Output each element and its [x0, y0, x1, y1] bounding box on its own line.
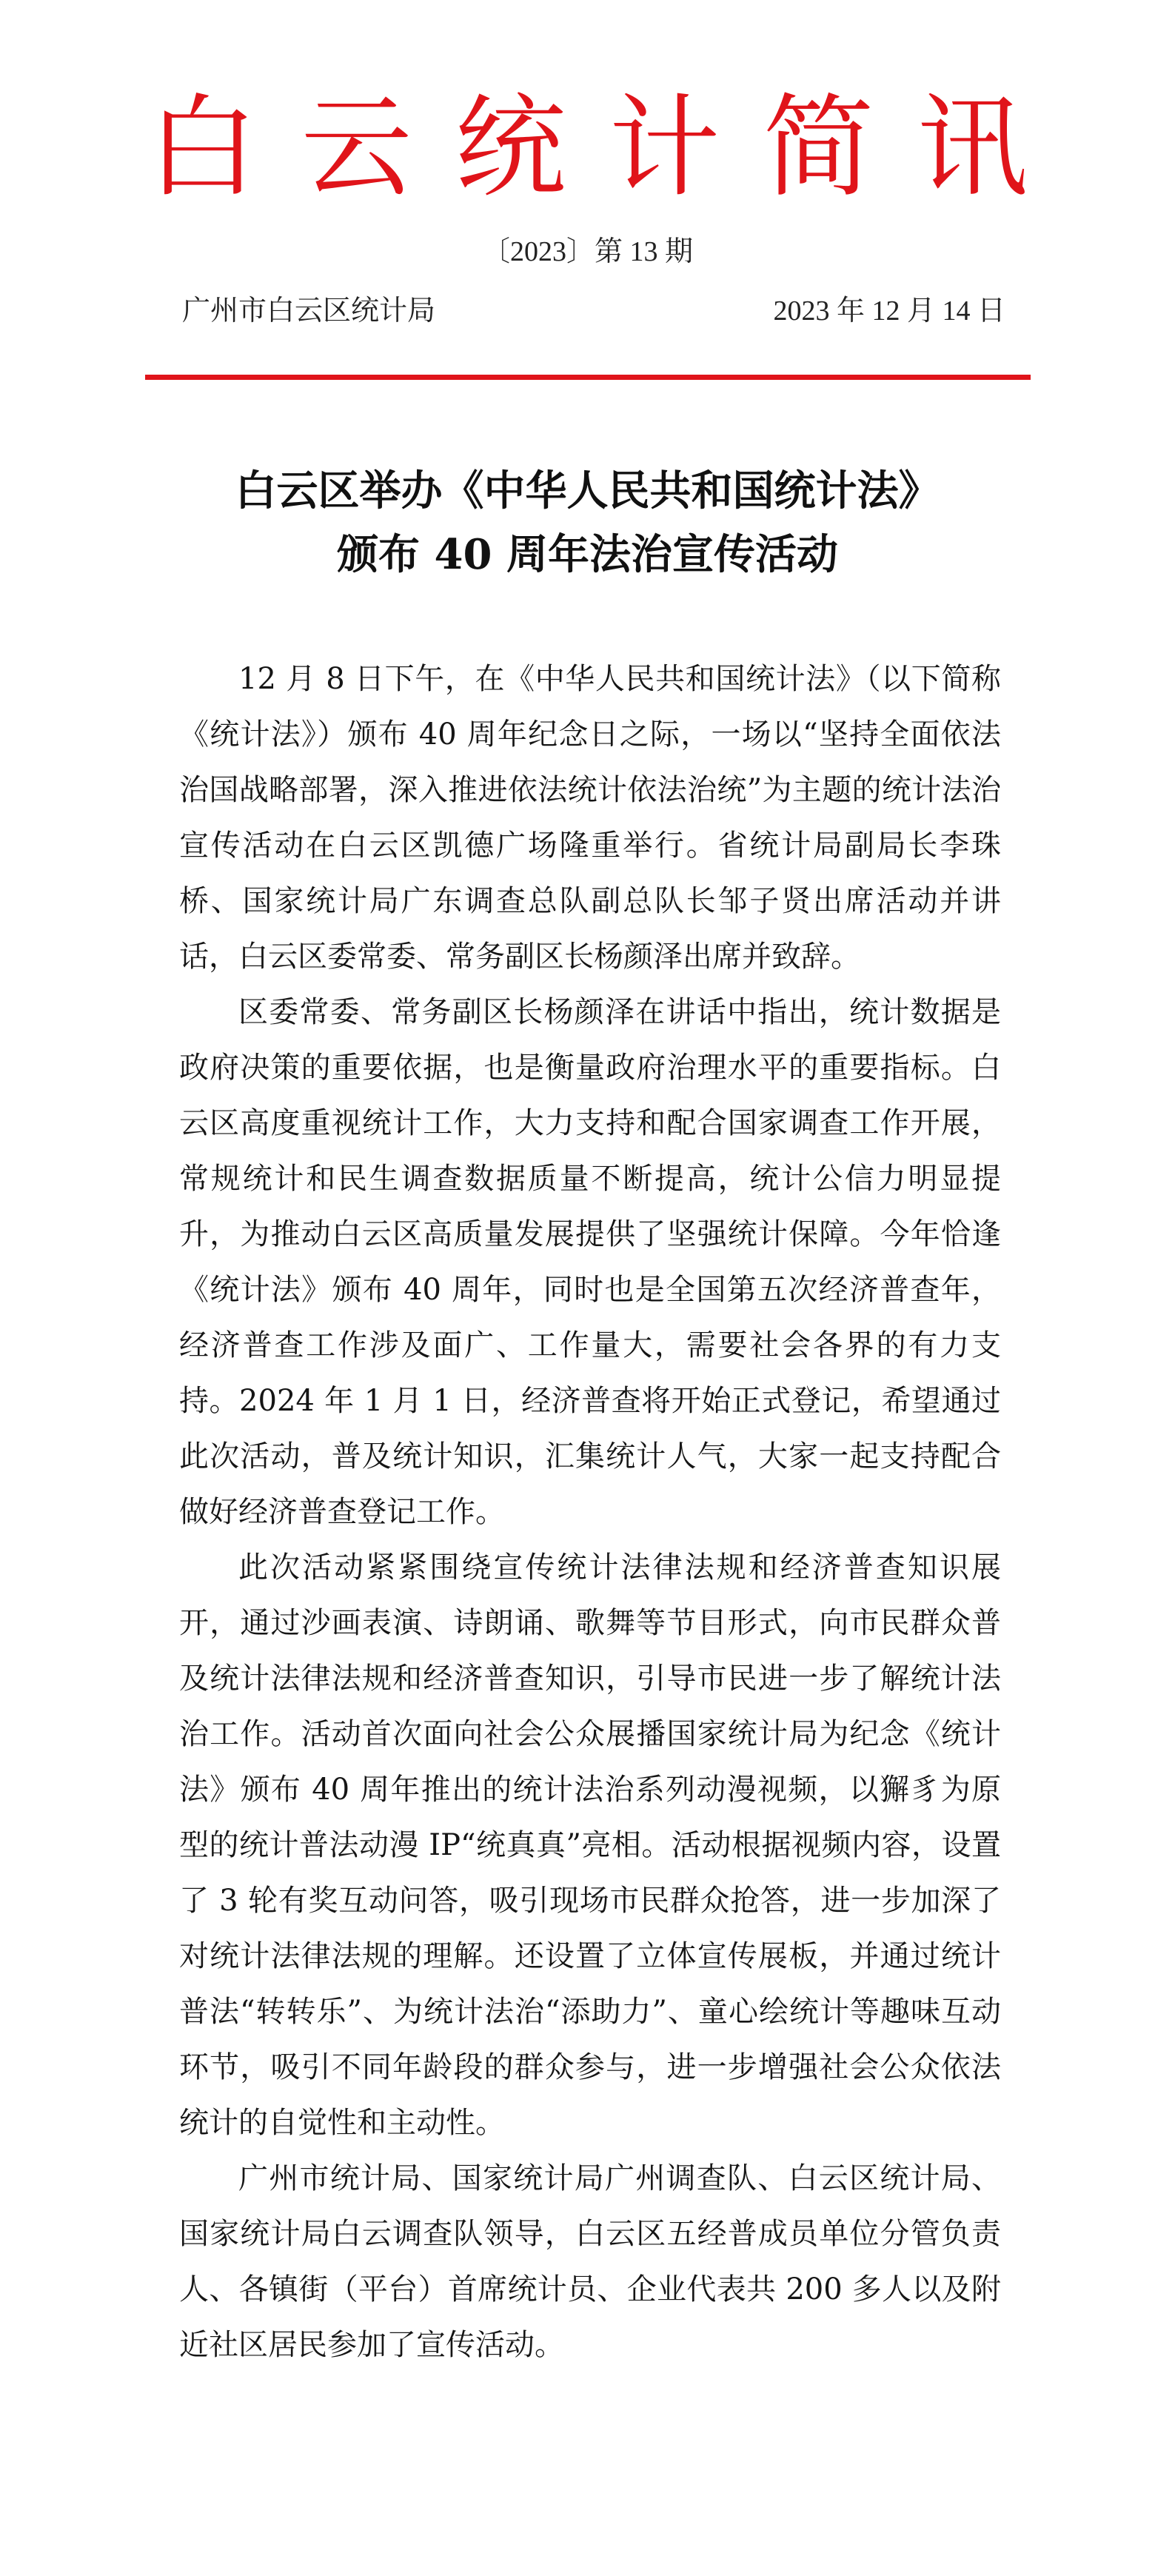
red-divider: [145, 375, 1031, 380]
paragraph-1: 12 月 8 日下午，在《中华人民共和国统计法》（以下简称《统计法》）颁布 40 周年纪念日之际，一场以“坚持全面依法治国战略部署，深入推进依法统计依法治统”为主题的统计法治宣传活动在白云区凯德广场隆重举行。省统计局副局长李珠桥、国家统计局广东调查总队副总队长邹子贤出席活动并讲话，白云区委常委、常务副区长杨颜泽出席并致辞。: [179, 662, 1001, 974]
article-body: [179, 652, 1001, 2373]
masthead-title: 白云统计简讯: [147, 84, 1071, 213]
article-title-line-1: 白云区举办《中华人民共和国统计法》: [235, 466, 940, 515]
issue-date: 2023 年 12 月 14 日: [773, 295, 1005, 327]
paragraph-3: 此次活动紧紧围绕宣传统计法律法规和经济普查知识展开，通过沙画表演、诗朗诵、歌舞等节目形式，向市民群众普及统计法律法规和经济普查知识，引导市民进一步了解统计法治工作。活动首次面向社会公众展播国家统计局为纪念《统计法》颁布 40 周年推出的统计法治系列动漫视频，以獬豸为原型的统计普法动漫 IP“统真真”亮相。活动根据视频内容，设置了 3 轮有奖互动问答，吸引现场市民群众抢答，进一步加深了对统计法律法规的理解。还设置了立体宣传展板，并通过统计普法“转转乐”、为统计法治“添助力”、童心绘统计等趣味互动环节，吸引不同年龄段的群众参与，进一步增强社会公众依法统计的自觉性和主动性。: [179, 1550, 1001, 2140]
paragraph-4: 广州市统计局、国家统计局广州调查队、白云区统计局、国家统计局白云调查队领导，白云区五经普成员单位分管负责人、各镇街（平台）首席统计员、企业代表共 200 多人以及附近社区居民参加了宣传活动。: [179, 2161, 1001, 2362]
article-title: [0, 459, 1175, 586]
paragraph-2: 区委常委、常务副区长杨颜泽在讲话中指出，统计数据是政府决策的重要依据，也是衡量政府治理水平的重要指标。白云区高度重视统计工作，大力支持和配合国家调查工作开展，常规统计和民生调查数据质量不断提高，统计公信力明显提升，为推动白云区高质量发展提供了坚强统计保障。今年恰逢《统计法》颁布 40 周年，同时也是全国第五次经济普查年，经济普查工作涉及面广、工作量大，需要社会各界的有力支持。2024 年 1 月 1 日，经济普查将开始正式登记，希望通过此次活动，普及统计知识，汇集统计人气，大家一起支持配合做好经济普查登记工作。: [179, 995, 1001, 1529]
issuing-organization: 广州市白云区统计局: [182, 295, 436, 327]
article-title-line-2: 颁布 40 周年法治宣传活动: [337, 530, 838, 579]
issue-meta-row: [182, 289, 1005, 333]
issue-number: 〔2023〕第 13 期: [481, 236, 693, 267]
